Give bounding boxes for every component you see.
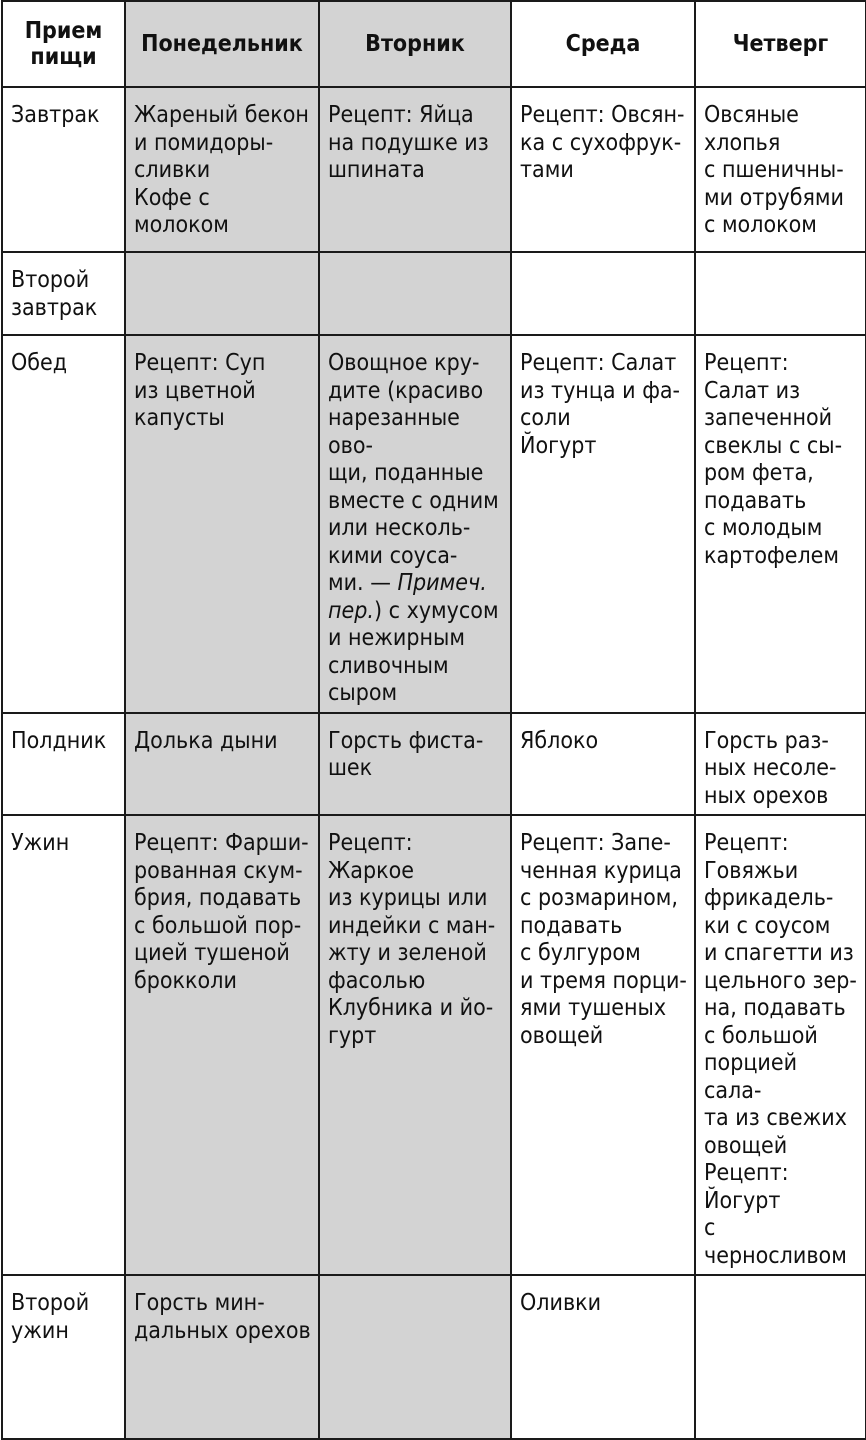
table-row-breakfast xyxy=(2,87,866,252)
cell-thursday xyxy=(695,1275,866,1439)
cell-monday xyxy=(125,252,319,335)
cell-monday: Рецепт: Суп из цветной капусты xyxy=(125,335,319,713)
meal-label: Второй завтрак xyxy=(2,252,125,335)
cell-tuesday: Рецепт: Яйца на подушке из шпината xyxy=(319,87,511,252)
cell-wednesday xyxy=(511,252,695,335)
cell-tuesday xyxy=(319,335,511,713)
cell-text: ) с хумусом и нежирным сливочным сыром xyxy=(328,597,499,706)
cell-thursday: Рецепт: Салат из запеченной свеклы с сы- ром фета, подавать с молодым картофелем xyxy=(695,335,866,713)
meal-label: Ужин xyxy=(2,815,125,1275)
cell-thursday: Рецепт: Говяжьи фрикадель- ки с соусом и спагетти из цельного зер- на, подавать с большой порцией сала- та из свежих овощей Рецепт: Йогурт с черносливом xyxy=(695,815,866,1275)
table-row-second-breakfast xyxy=(2,252,866,335)
meal-label: Обед xyxy=(2,335,125,713)
cell-wednesday: Оливки xyxy=(511,1275,695,1439)
cell-tuesday xyxy=(319,1275,511,1439)
cell-monday: Долька дыни xyxy=(125,713,319,816)
cell-thursday xyxy=(695,252,866,335)
header-wednesday: Среда xyxy=(511,1,695,87)
table-row-snack xyxy=(2,713,866,816)
cell-wednesday: Рецепт: Овсян- ка с сухофрук- тами xyxy=(511,87,695,252)
header-thursday: Четверг xyxy=(695,1,866,87)
cell-tuesday: Горсть фиста- шек xyxy=(319,713,511,816)
cell-thursday: Горсть раз- ных несоле- ных орехов xyxy=(695,713,866,816)
meal-label: Полдник xyxy=(2,713,125,816)
cell-monday: Рецепт: Фарши- рованная скум- брия, подавать с большой пор- цией тушеной брокколи xyxy=(125,815,319,1275)
table-row-dinner xyxy=(2,815,866,1275)
header-tuesday: Вторник xyxy=(319,1,511,87)
meal-plan-table xyxy=(1,0,866,1440)
cell-tuesday: Рецепт: Жаркое из курицы или индейки с ман- жту и зеленой фасолью Клубника и йо- гурт xyxy=(319,815,511,1275)
translator-note: Примеч. пер. xyxy=(328,570,487,624)
header-meal: Прием пищи xyxy=(2,1,125,87)
cell-thursday: Овсяные хлопья с пшеничны- ми отрубями с молоком xyxy=(695,87,866,252)
cell-wednesday: Рецепт: Салат из тунца и фа- соли Йогурт xyxy=(511,335,695,713)
cell-tuesday xyxy=(319,252,511,335)
cell-wednesday: Яблоко xyxy=(511,713,695,816)
header-row xyxy=(2,1,866,87)
meal-label: Завтрак xyxy=(2,87,125,252)
table-row-lunch xyxy=(2,335,866,713)
meal-label: Второй ужин xyxy=(2,1275,125,1439)
cell-wednesday: Рецепт: Запе- ченная курица с розмарином, подавать с булгуром и тремя порци- ями тушеных овощей xyxy=(511,815,695,1275)
cell-monday: Горсть мин- дальных орехов xyxy=(125,1275,319,1439)
table-row-second-dinner xyxy=(2,1275,866,1439)
header-monday: Понедельник xyxy=(125,1,319,87)
cell-monday: Жареный бекон и помидоры- сливки Кофе с молоком xyxy=(125,87,319,252)
cell-text: Овощное кру- дите (красиво нарезанные ово- щи, поданные вместе с одним или несколь- кими соуса- ми. — xyxy=(328,350,499,596)
